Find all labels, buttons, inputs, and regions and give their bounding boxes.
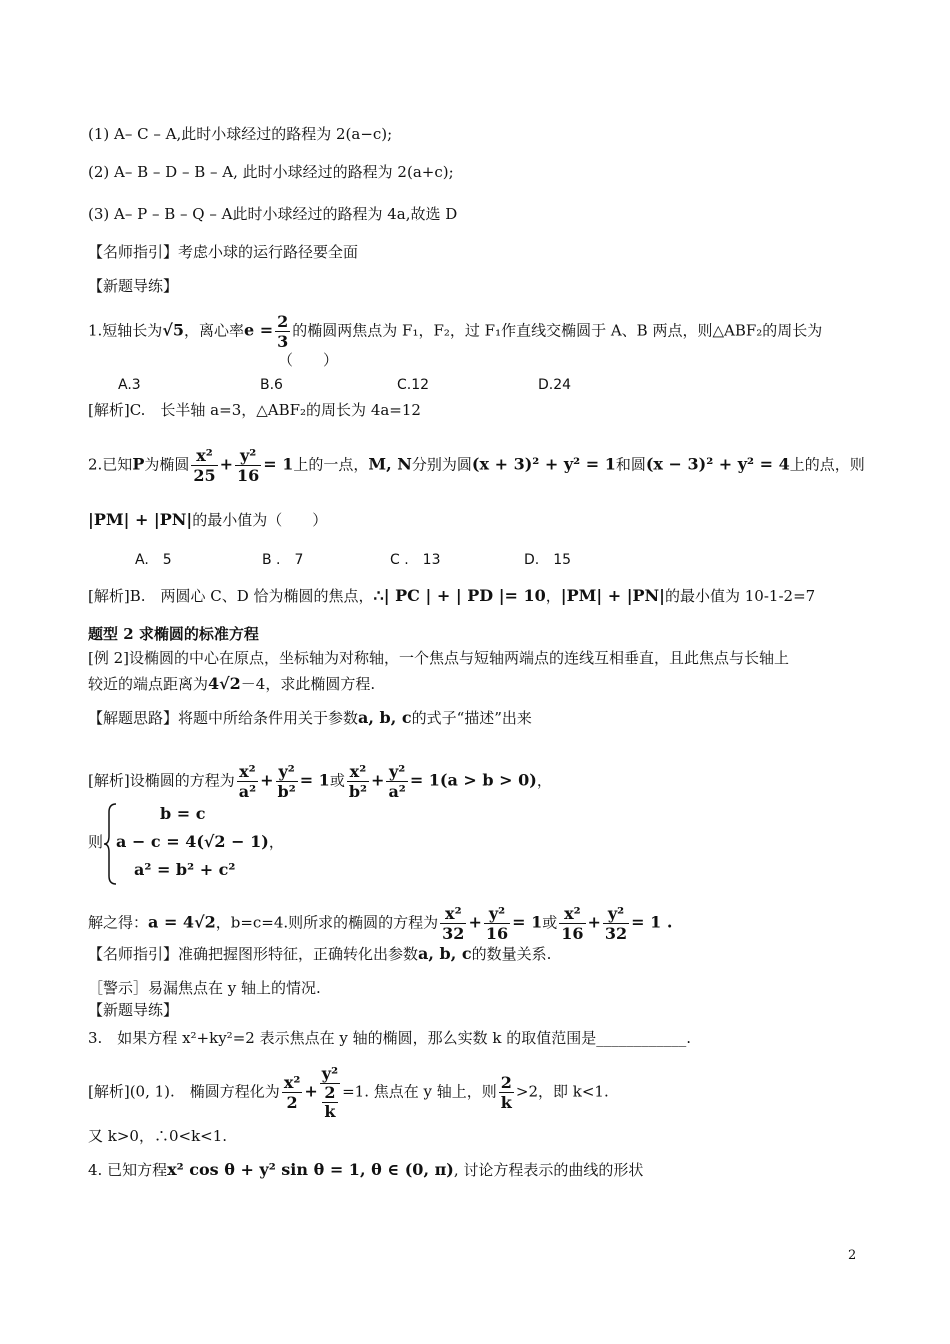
system-eq-2: a − c = 4(√2 − 1)， [116, 832, 284, 851]
q2-solution: [解析]B. 两圆心 C、D 恰为椭圆的焦点，∴| PC | + | PD |= 10，|PM| + |PN|的最小值为 10-1-2=7 [88, 586, 816, 605]
solution-thinking: 【解题思路】将题中所给条件用关于参数a, b, c的式子“描述”出来 [88, 708, 532, 727]
question-2-ask: |PM| + |PN|的最小值为（ ） [88, 510, 328, 529]
question-3: 3. 如果方程 x²+ky²=2 表示焦点在 y 轴的椭圆，那么实数 k 的取值范围是____________. [88, 1029, 691, 1047]
question-4: 4. 已知方程x² cos θ + y² sin θ = 1, θ ∈ (0, π), 讨论方程表示的曲线的形状 [88, 1160, 644, 1179]
fraction-two-thirds: $\frac{2}{3}$ [277, 312, 289, 351]
q1-option-c: C.12 [397, 377, 430, 393]
q2-option-d: D. 15 [524, 552, 572, 568]
example-2-solution: [解析]设椭圆的方程为 $\frac{\text{x²}}{\text{a²}}$ + $\frac{\text{y²}}{\text{b²}}$ = 1或 $\frac{\text{x²}}{\text{b²}}$ + $\frac{\text{y²}}{\text{a²}}$ = 1(a > b > 0)， [88, 762, 552, 801]
teacher-tip-2: 【名师指引】准确把握图形特征，正确转化出参数a, b, c的数量关系. [88, 944, 552, 963]
system-eq-3: a² = b² + c² [134, 860, 236, 879]
path-case-1: (1) A– C – A,此时小球经过的路程为 2(a−c); [88, 125, 393, 143]
example-2-line-2: 较近的端点距离为4√2－4，求此椭圆方程. [88, 674, 376, 693]
section-heading-type-2: 题型 2 求椭圆的标准方程 [88, 625, 259, 643]
q1-solution: [解析]C. 长半轴 a=3，△ABF₂的周长为 4a=12 [88, 401, 421, 419]
q3-solution: [解析](0, 1). 椭圆方程化为 $\frac{\text{x²}}{2}$ + y² 2 k =1. 焦点在 y 轴上，则 $\frac{2}{k}$ >2，即 k<1. [88, 1064, 609, 1121]
new-practice-heading-2: 【新题导练】 [88, 1001, 179, 1019]
sqrt-5: √5 [162, 320, 184, 340]
path-case-2: (2) A– B – D – B – A, 此时小球经过的路程为 2(a+c); [88, 163, 454, 181]
page-number: 2 [848, 1248, 857, 1263]
q1-option-a: A.3 [118, 377, 141, 393]
path-case-3: (3) A– P – B – Q – A此时小球经过的路程为 4a,故选 D [88, 205, 458, 223]
new-practice-heading-1: 【新题导练】 [88, 277, 179, 295]
q1-option-b: B.6 [260, 377, 283, 393]
teacher-tip-1: 【名师指引】考虑小球的运行路径要全面 [88, 243, 359, 261]
q3-solution-end: 又 k>0，∴0<k<1. [88, 1127, 228, 1145]
question-1: 1.短轴长为√5，离心率e = $\frac{2}{3}$ 的椭圆两焦点为 F₁，F₂，过 F₁作直线交椭圆于 A、B 两点，则△ABF₂的周长为 [88, 312, 823, 351]
system-eq-1: b = c [160, 804, 206, 823]
q1-option-d: D.24 [538, 377, 572, 393]
then-label: 则 [88, 833, 104, 851]
question-2: 2.已知P为椭圆 $\frac{\text{x²}}{25}$ + $\frac{\text{y²}}{16}$ = 1上的一点，M, N分别为圆(x + 3)² + y² = 1和圆(x − 3)² + y² = 4上的点，则 [88, 446, 865, 485]
q2-option-a: A. 5 [135, 552, 172, 568]
warning-note: ［警示］易漏焦点在 y 轴上的情况. [88, 979, 321, 997]
example-2-result: 解之得：a = 4√2，b=c=4.则所求的椭圆的方程为 $\frac{\text{x²}}{32}$ + $\frac{\text{y²}}{16}$ = 1或 $\frac{\text{x²}}{16}$ + $\frac{\text{y²}}{32}$ = 1 . [88, 904, 673, 943]
q2-option-b: B . 7 [262, 552, 304, 568]
example-2-line-1: [例 2]设椭圆的中心在原点，坐标轴为对称轴，一个焦点与短轴两端点的连线互相垂直，且此焦点与长轴上 [88, 649, 790, 667]
question-1-paren: （ ） [278, 351, 339, 369]
q2-option-c: C . 13 [390, 552, 441, 568]
